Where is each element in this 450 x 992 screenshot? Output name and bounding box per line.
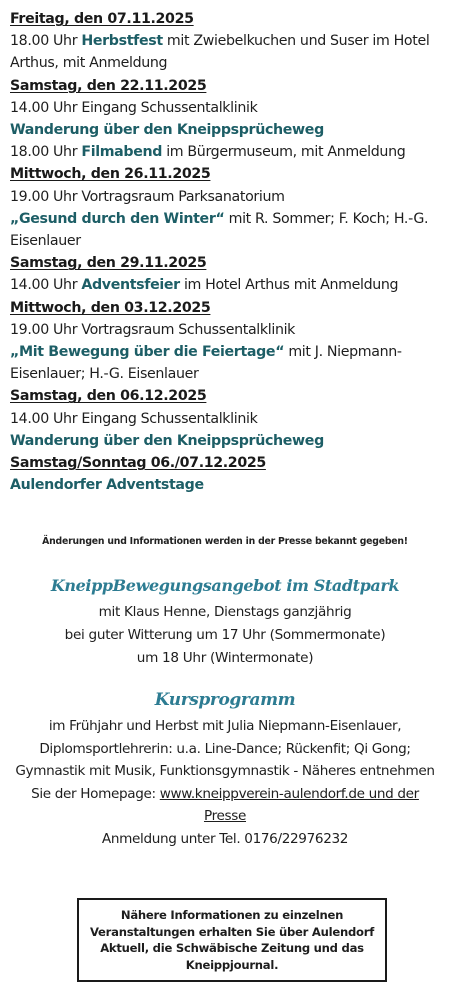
park-line: um 18 Uhr (Wintermonate) (136, 650, 314, 666)
event-date: Samstag, den 22.11.2025 (10, 77, 207, 94)
event-entry: 18.00 Uhr Herbstfest mit Zwiebelkuchen und Suser im Hotel Arthus, mit Anmeldung (10, 33, 430, 72)
kurs-contact: Anmeldung unter Tel. 0176/22976232 (101, 830, 349, 847)
park-line: mit Klaus Henne, Dienstags ganzjährig (98, 604, 352, 620)
info-box (77, 898, 387, 982)
event-entry: „Gesund durch den Winter“ mit R. Sommer; F. Koch; H.-G. Eisenlauer (10, 210, 429, 250)
event-list (10, 8, 446, 496)
event-entry: 14.00 Uhr Adventsfeier im Hotel Arthus mit Anmeldung (10, 277, 399, 294)
event-title: Wanderung über den Kneippsprücheweg (10, 432, 324, 449)
event-title: Aulendorfer Adventstage (10, 477, 204, 494)
event-time: 14.00 Uhr Eingang Schussentalklinik (10, 99, 258, 116)
event-time: 14.00 Uhr Eingang Schussentalklinik (10, 410, 258, 427)
info-box-text: Nähere Informationen zu einzelnen Veranstaltungen erhalten Sie über Aulendorf Aktuell, die Schwäbische Zeitung und das Kneippjournal. (89, 908, 375, 972)
event-date: Mittwoch, den 26.11.2025 (10, 166, 211, 183)
kurs-text: im Frühjahr und Herbst mit Julia Niepmann-Eisenlauer, Diplomsportlehrerin: u.a. Line-Dance; Rückenfit; Qi Gong; Gymnastik mit Musik, Funktionsgymnastik - Näheres entnehmen Sie der Homepage: (15, 718, 435, 802)
event-time: 19.00 Uhr Vortragsraum Parksanatorium (10, 188, 285, 205)
event-title: Wanderung über den Kneippsprücheweg (10, 122, 324, 139)
event-date: Mittwoch, den 03.12.2025 (10, 299, 211, 316)
event-date: Freitag, den 07.11.2025 (10, 11, 194, 27)
park-details (0, 601, 450, 670)
kurs-heading: Kursprogramm (154, 690, 296, 710)
event-entry: 18.00 Uhr Filmabend im Bürgermuseum, mit Anmeldung (10, 144, 406, 161)
press-notice: Änderungen und Informationen werden in der Presse bekannt gegeben! (42, 536, 408, 547)
event-date: Samstag, den 29.11.2025 (10, 255, 207, 272)
event-date: Samstag, den 06.12.2025 (10, 388, 207, 405)
park-heading: KneippBewegungsangebot im Stadtpark (50, 576, 400, 595)
park-line: bei guter Witterung um 17 Uhr (Sommermonate) (64, 627, 386, 643)
kurs-details (10, 715, 440, 850)
event-entry: „Mit Bewegung über die Feiertage“ mit J. Niepmann-Eisenlauer; H.-G. Eisenlauer (10, 344, 402, 383)
event-time: 19.00 Uhr Vortragsraum Schussentalklinik (10, 321, 296, 338)
homepage-link[interactable]: www.kneippverein-aulendorf.de und der Presse (159, 785, 419, 824)
event-date: Samstag/Sonntag 06./07.12.2025 (10, 455, 266, 472)
